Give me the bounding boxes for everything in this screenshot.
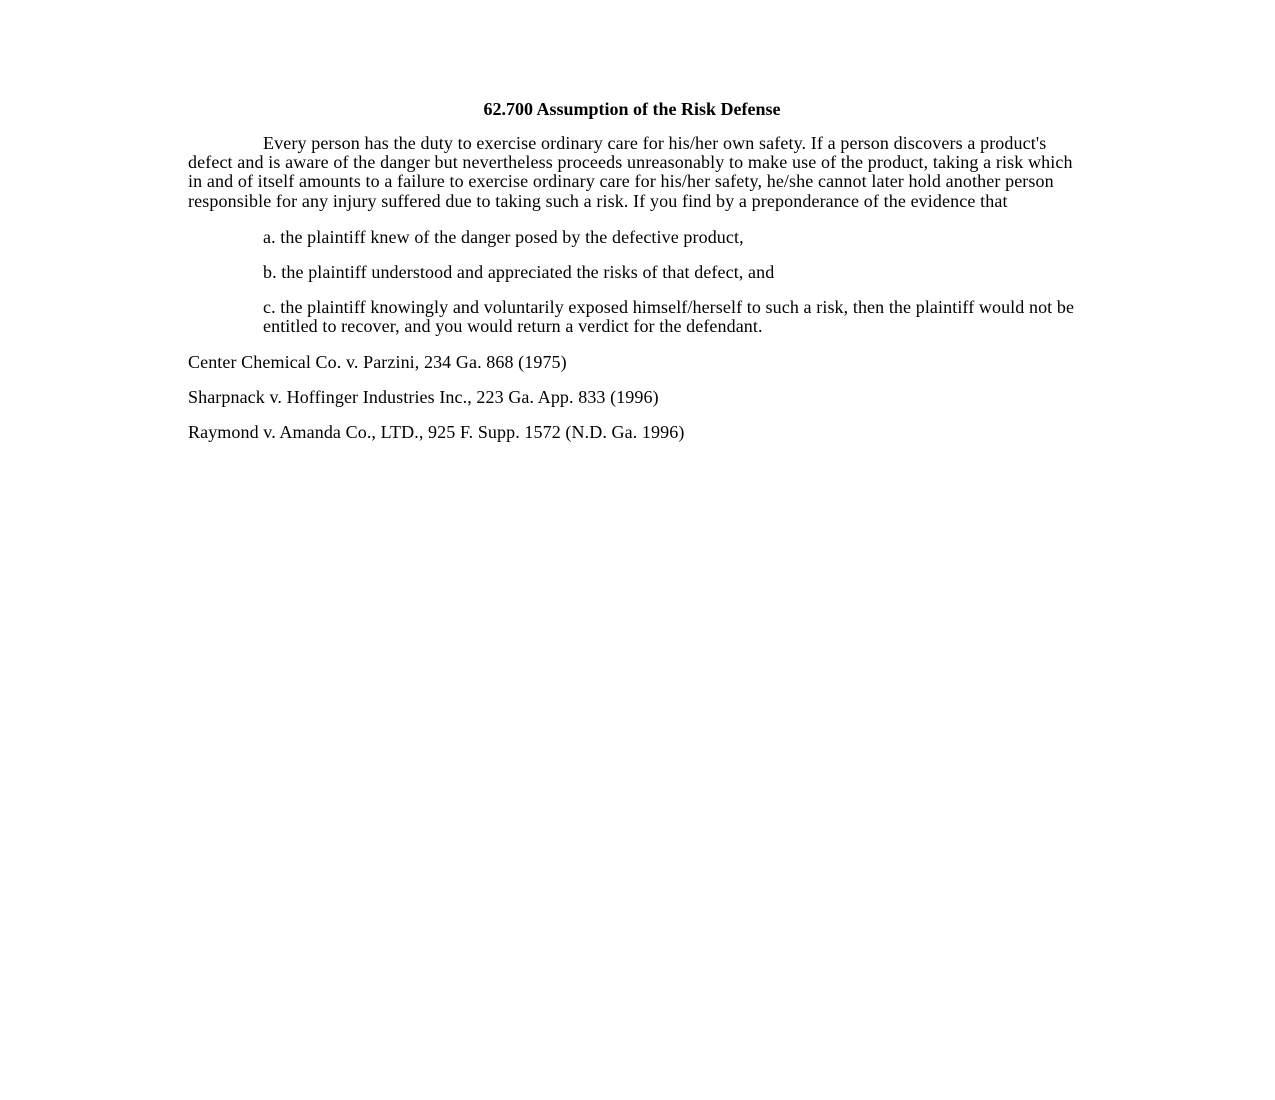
document-title: 62.700 Assumption of the Risk Defense bbox=[483, 99, 781, 119]
citation-raymond: Raymond v. Amanda Co., LTD., 925 F. Supp. 1572 (N.D. Ga. 1996) bbox=[188, 422, 685, 443]
list-item-c: c. the plaintiff knowingly and voluntarily exposed himself/herself to such a risk, then the plaintiff would not be entitled to recover, and you would return a verdict for the defendant. bbox=[263, 297, 1075, 337]
citation-center-chemical: Center Chemical Co. v. Parzini, 234 Ga. 868 (1975) bbox=[188, 351, 567, 372]
document-content bbox=[188, 98, 1088, 458]
list-item-b: b. the plaintiff understood and appreciated the risks of that defect, and bbox=[263, 262, 775, 283]
list-item-a: a. the plaintiff knew of the danger posed by the defective product, bbox=[263, 226, 744, 247]
citation-sharpnack: Sharpnack v. Hoffinger Industries Inc., 223 Ga. App. 833 (1996) bbox=[188, 386, 659, 407]
body-paragraph: Every person has the duty to exercise ordinary care for his/her own safety. If a person discovers a product's defect and is aware of the danger but nevertheless proceeds unreasonably to make use of the product, taking a risk which in and of itself amounts to a failure to exercise ordinary care for his/her safety, he/she cannot later hold another person responsible for any injury suffered due to taking such a risk. If you find by a preponderance of the evidence that bbox=[188, 133, 1073, 211]
